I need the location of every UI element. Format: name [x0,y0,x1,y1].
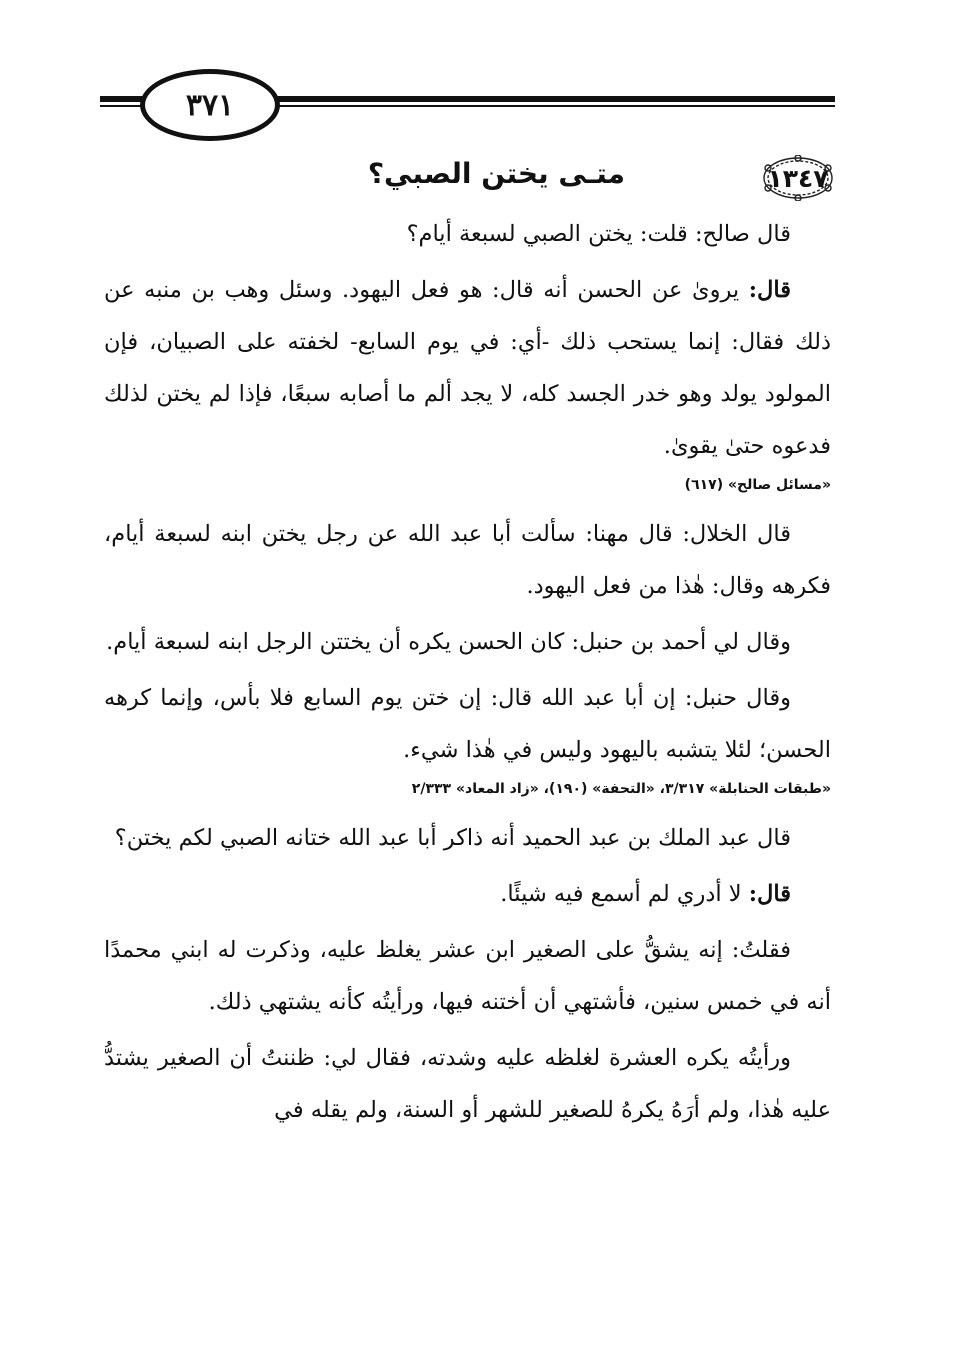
paragraph: وقال حنبل: إن أبا عبد الله قال: إن ختن يوم السابع فلا بأس، وإنما كرهه الحسن؛ لئلا يتشبه باليهود وليس في هٰذا شيء. [104,685,831,763]
paragraph: قال الخلال: قال مهنا: سألت أبا عبد الله عن رجل يختن ابنه لسبعة أيام، فكرهه وقال: هٰذا من فعل اليهود. [104,521,831,599]
citation: «طبقات الحنابلة» ٣/٣١٧، «التحفة» (١٩٠)، «زاد المعاد» ٢/٣٣٣ [411,781,831,797]
body-text [104,208,831,1140]
paragraph: ورأيتُه يكره العشرة لغلظه عليه وشدته، فقال لي: ظننتُ أن الصغير يشتدُّ عليه هٰذا، ولم أرَهُ يكرهُ للصغير للشهر أو السنة، ولم يقله في [104,1045,831,1123]
page-header [100,62,835,142]
paragraph: فقلتُ: إنه يشقُّ على الصغير ابن عشر يغلظ عليه، وذكرت له ابني محمدًا أنه في خمس سنين، فأشتهي أن أختنه فيها، ورأيتُه كأنه يشتهي ذلك. [104,937,831,1015]
paragraph-lead: قال: [748,277,791,303]
paragraph-lead: قال: [748,881,791,907]
page-number: ٣٧١ [185,87,235,123]
section-title: متـى يختن الصبي؟ [367,157,625,190]
page-number-badge [140,69,280,141]
paragraph: قال: يروىٰ عن الحسن أنه قال: هو فعل اليهود. وسئل وهب بن منبه عن ذلك فقال: إنما يستحب ذلك -أي: في يوم السابع- لخفته على الصبيان، فإن المولود يولد وهو خدر الجسد كله، لا يجد ألم ما أصابه سبعًا، فإذا لم يختن لذلك فدعوه حتىٰ يقوىٰ. [104,277,831,459]
paragraph: قال: لا أدري لم أسمع فيه شيئًا. [500,881,791,907]
section-heading [100,155,835,205]
entry-number-badge [761,155,835,201]
citation: «مسائل صالح» (٦١٧) [684,477,831,493]
paragraph: وقال لي أحمد بن حنبل: كان الحسن يكره أن يختتن الرجل ابنه لسبعة أيام. [106,629,791,655]
paragraph: قال عبد الملك بن عبد الحميد أنه ذاكر أبا عبد الله ختانه الصبي لكم يختن؟ [114,825,791,851]
entry-number: ١٣٤٧ [767,163,829,193]
paragraph: قال صالح: قلت: يختن الصبي لسبعة أيام؟ [406,221,791,247]
